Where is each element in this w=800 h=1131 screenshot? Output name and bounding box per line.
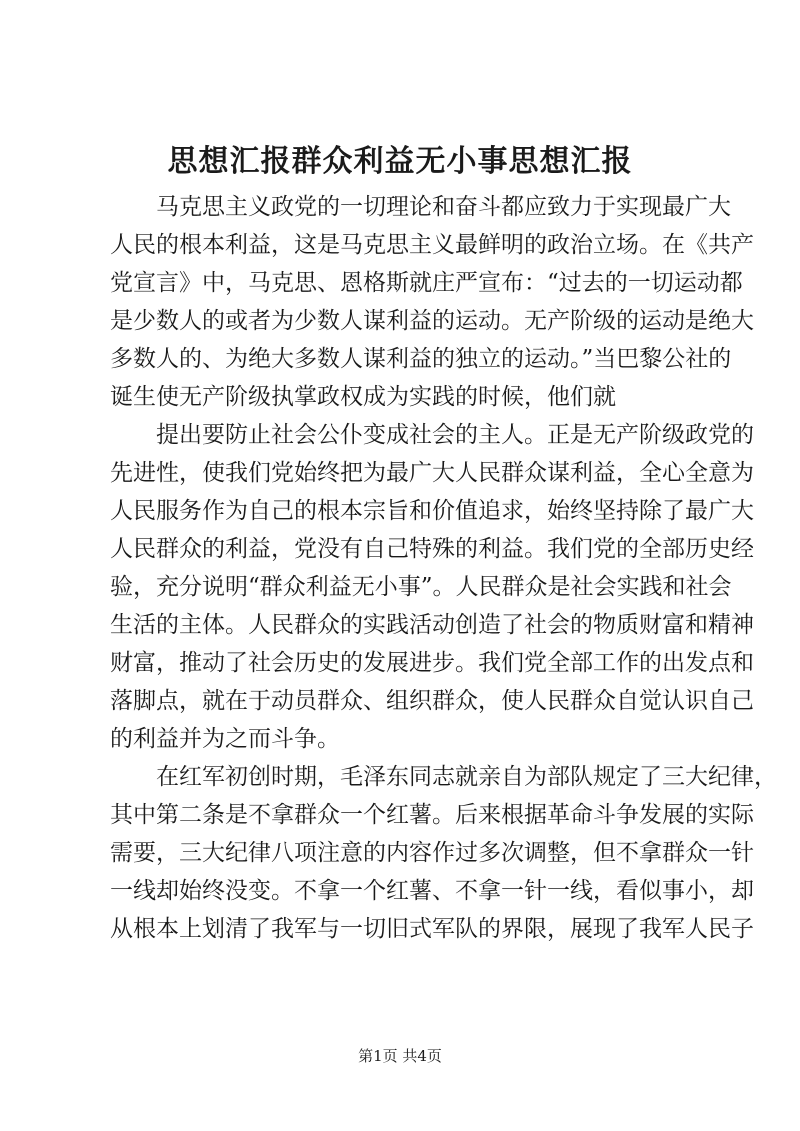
- paragraph-line: 需要，三大纪律八项注意的内容作过多次调整，但不拿群众一针: [110, 840, 754, 866]
- paragraph-line: 一线却始终没变。不拿一个红薯、不拿一针一线，看似事小，却: [110, 878, 754, 904]
- paragraph-line: 诞生使无产阶级执掌政权成为实践的时候，他们就: [110, 384, 616, 410]
- document-body: [110, 188, 777, 948]
- paragraph-line: 人民服务作为自己的根本宗旨和价值追求，始终坚持除了最广大: [110, 498, 754, 524]
- paragraph-line: 多数人的、为绝大多数人谋利益的独立的运动。”当巴黎公社的: [110, 346, 732, 372]
- document-title: 思想汇报群众利益无小事思想汇报: [167, 144, 633, 179]
- paragraph-line: 财富，推动了社会历史的发展进步。我们党全部工作的出发点和: [110, 650, 754, 676]
- page-footer: 第1页 共4页: [358, 1047, 442, 1065]
- paragraph-line: 的利益并为之而斗争。: [110, 726, 340, 752]
- paragraph-line: 落脚点，就在于动员群众、组织群众，使人民群众自觉认识自己: [110, 688, 754, 714]
- paragraph-line: 先进性，使我们党始终把为最广大人民群众谋利益，全心全意为: [110, 460, 754, 486]
- paragraph-line: 生活的主体。人民群众的实践活动创造了社会的物质财富和精神: [110, 612, 754, 638]
- paragraph-line: 马克思主义政党的一切理论和奋斗都应致力于实现最广大: [156, 194, 731, 220]
- paragraph-line: 党宣言》中，马克思、恩格斯就庄严宣布：“过去的一切运动都: [110, 270, 743, 296]
- paragraph-line: 从根本上划清了我军与一切旧式军队的界限，展现了我军人民子: [110, 916, 754, 942]
- paragraph-line: 人民群众的利益，党没有自己特殊的利益。我们党的全部历史经: [110, 536, 754, 562]
- paragraph-line: 在红军初创时期，毛泽东同志就亲自为部队规定了三大纪律，: [156, 764, 777, 790]
- paragraph-line: 其中第二条是不拿群众一个红薯。后来根据革命斗争发展的实际: [110, 802, 754, 828]
- paragraph-line: 提出要防止社会公仆变成社会的主人。正是无产阶级政党的: [156, 422, 754, 448]
- paragraph-line: 是少数人的或者为少数人谋利益的运动。无产阶级的运动是绝大: [110, 308, 754, 334]
- paragraph-line: 验，充分说明“群众利益无小事”。人民群众是社会实践和社会: [110, 574, 732, 600]
- paragraph-line: 人民的根本利益，这是马克思主义最鲜明的政治立场。在《共产: [110, 232, 754, 258]
